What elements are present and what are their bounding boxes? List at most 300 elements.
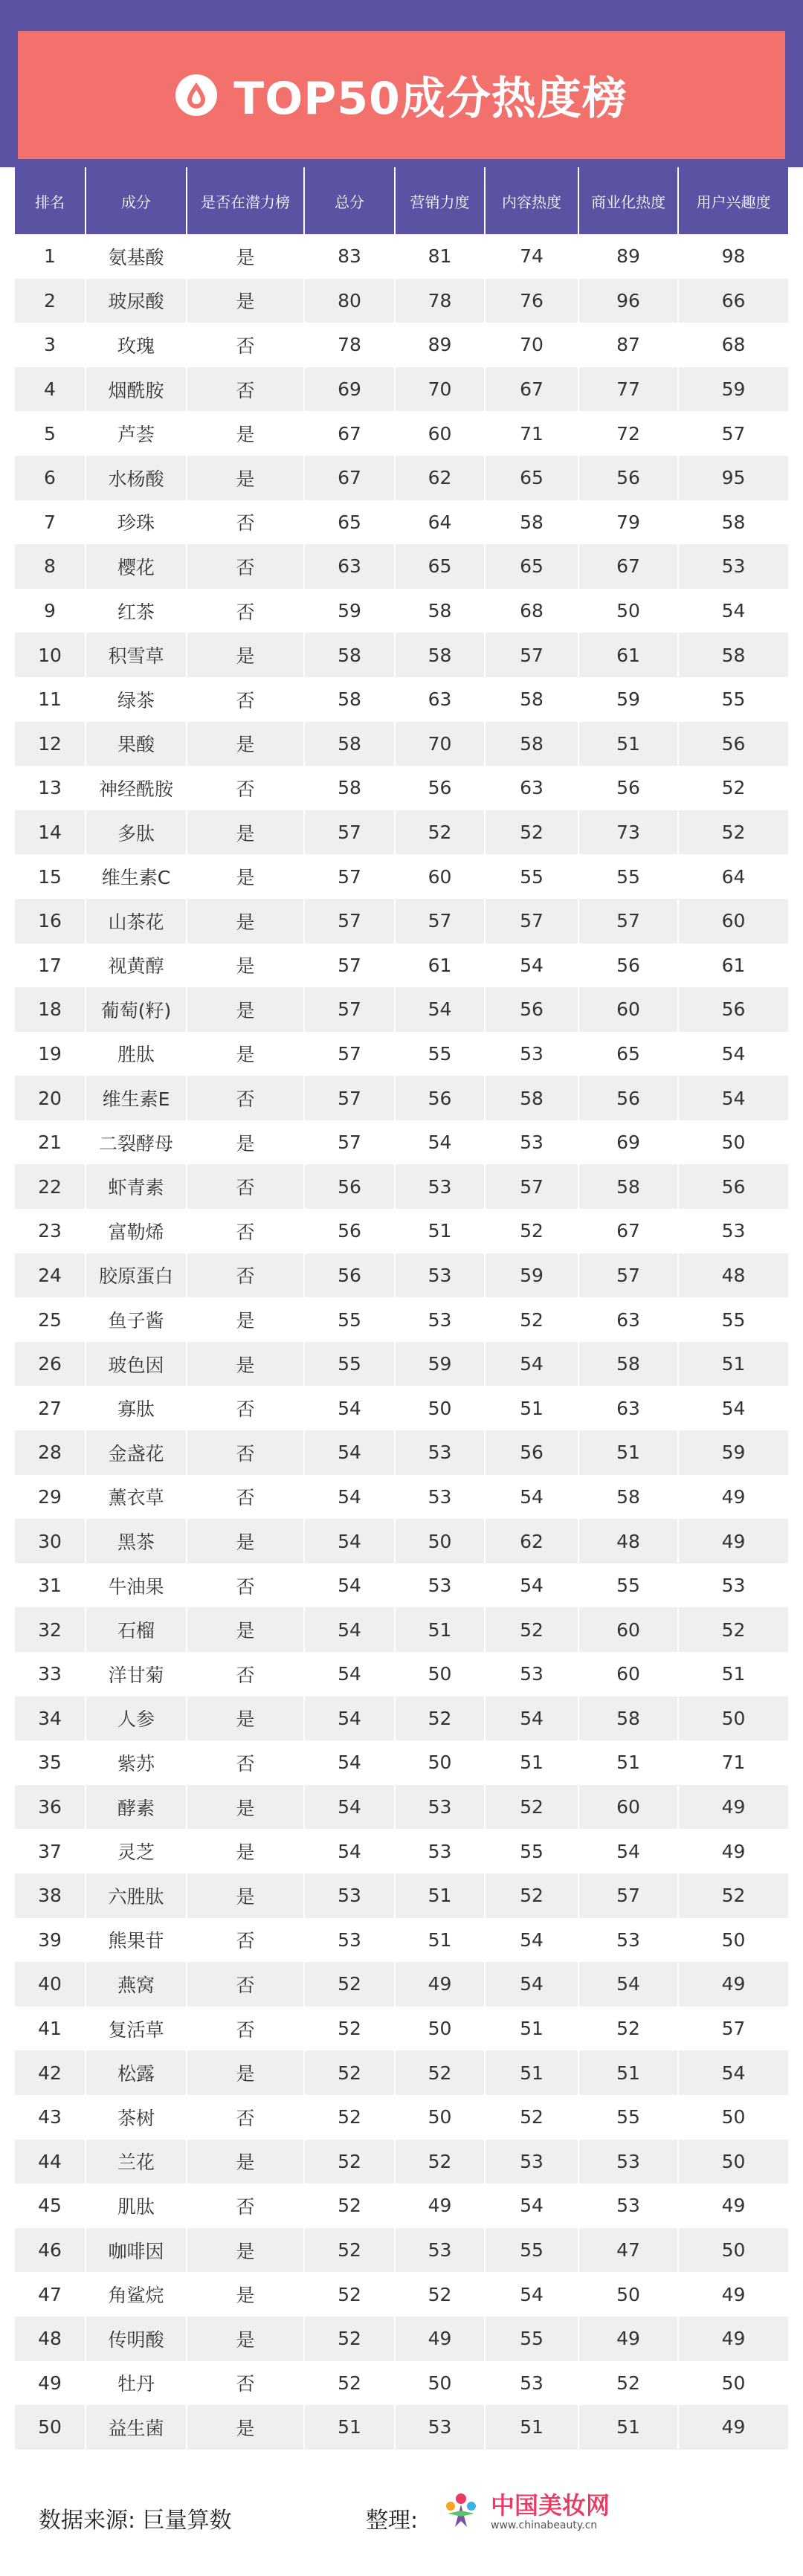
table-row [15, 1740, 788, 1785]
table-row [15, 1164, 788, 1209]
table-cell: 53 [395, 1475, 485, 1520]
table-cell: 49 [678, 2317, 788, 2361]
table-cell: 56 [578, 456, 678, 500]
table-cell: 20 [15, 1076, 86, 1120]
table-cell: 51 [578, 722, 678, 766]
table-cell: 56 [304, 1209, 395, 1253]
table-cell: 54 [678, 1386, 788, 1430]
table-cell: 57 [304, 1076, 395, 1120]
table-cell: 50 [678, 2228, 788, 2273]
table-cell: 是 [187, 722, 304, 766]
table-row [15, 2228, 788, 2273]
table-cell: 否 [187, 1253, 304, 1298]
table-cell: 55 [395, 1032, 485, 1076]
table-cell: 53 [395, 1297, 485, 1342]
table-cell: 42 [15, 2050, 86, 2095]
table-cell: 54 [485, 1962, 578, 2007]
table-cell: 51 [304, 2405, 395, 2450]
table-cell: 绿茶 [86, 677, 187, 722]
table-row [15, 1386, 788, 1430]
table-row [15, 279, 788, 323]
table-cell: 56 [485, 1430, 578, 1475]
table-cell: 79 [578, 500, 678, 545]
table-cell: 金盏花 [86, 1430, 187, 1475]
table-cell: 65 [485, 456, 578, 500]
table-cell: 否 [187, 1164, 304, 1209]
table-cell: 50 [678, 2095, 788, 2140]
table-cell: 否 [187, 1475, 304, 1520]
table-cell: 78 [395, 279, 485, 323]
data-source-text: 数据来源: 巨量算数 [39, 2508, 232, 2534]
table-cell: 红茶 [86, 589, 187, 633]
table-cell: 58 [395, 589, 485, 633]
table-row [15, 1342, 788, 1387]
table-cell: 53 [578, 1918, 678, 1963]
table-cell: 54 [485, 1563, 578, 1608]
table-row [15, 1076, 788, 1120]
table-cell: 53 [485, 2361, 578, 2406]
table-cell: 60 [578, 1607, 678, 1652]
table-cell: 否 [187, 589, 304, 633]
table-cell: 58 [678, 633, 788, 677]
table-cell: 维生素C [86, 854, 187, 899]
table-cell: 53 [578, 2140, 678, 2184]
table-cell: 18 [15, 987, 86, 1032]
table-cell: 54 [304, 1697, 395, 1741]
table-cell: 9 [15, 589, 86, 633]
table-row [15, 1697, 788, 1741]
table-row [15, 987, 788, 1032]
table-row [15, 500, 788, 545]
table-cell: 49 [395, 2317, 485, 2361]
table-cell: 咖啡因 [86, 2228, 187, 2273]
table-cell: 是 [187, 2405, 304, 2450]
table-cell: 67 [578, 1209, 678, 1253]
table-cell: 72 [578, 411, 678, 456]
table-row [15, 2140, 788, 2184]
table-cell: 52 [485, 1297, 578, 1342]
table-cell: 63 [578, 1297, 678, 1342]
table-cell: 29 [15, 1475, 86, 1520]
table-cell: 63 [485, 766, 578, 810]
table-cell: 78 [304, 323, 395, 367]
table-row [15, 1519, 788, 1563]
table-cell: 52 [578, 2007, 678, 2051]
table-cell: 54 [304, 1785, 395, 1830]
table-cell: 51 [678, 1342, 788, 1387]
table-cell: 14 [15, 810, 86, 855]
table-row [15, 2050, 788, 2095]
table-cell: 68 [678, 323, 788, 367]
table-cell: 否 [187, 1740, 304, 1785]
table-cell: 52 [304, 2228, 395, 2273]
table-cell: 49 [678, 1962, 788, 2007]
table-cell: 87 [578, 323, 678, 367]
table-cell: 否 [187, 2095, 304, 2140]
table-cell: 是 [187, 279, 304, 323]
table-row [15, 1297, 788, 1342]
table-row [15, 1430, 788, 1475]
table-cell: 49 [395, 1962, 485, 2007]
table-cell: 28 [15, 1430, 86, 1475]
table-cell: 55 [678, 1297, 788, 1342]
table-cell: 50 [395, 1740, 485, 1785]
table-cell: 3 [15, 323, 86, 367]
table-cell: 57 [485, 899, 578, 943]
table-cell: 39 [15, 1918, 86, 1963]
table-cell: 人参 [86, 1697, 187, 1741]
table-row [15, 2361, 788, 2406]
table-cell: 60 [395, 411, 485, 456]
table-cell: 多肽 [86, 810, 187, 855]
table-cell: 是 [187, 411, 304, 456]
table-cell: 是 [187, 810, 304, 855]
table-cell: 38 [15, 1873, 86, 1918]
table-cell: 48 [578, 1519, 678, 1563]
table-cell: 牡丹 [86, 2361, 187, 2406]
table-cell: 50 [395, 2095, 485, 2140]
table-cell: 53 [395, 1164, 485, 1209]
table-row [15, 2007, 788, 2051]
table-cell: 57 [304, 943, 395, 988]
table-cell: 52 [304, 2095, 395, 2140]
table-row [15, 1652, 788, 1697]
table-row [15, 1475, 788, 1520]
table-cell: 33 [15, 1652, 86, 1697]
table-cell: 58 [304, 677, 395, 722]
table-cell: 葡萄(籽) [86, 987, 187, 1032]
table-cell: 二裂酵母 [86, 1120, 187, 1165]
table-cell: 是 [187, 2050, 304, 2095]
table-cell: 54 [304, 1829, 395, 1873]
table-row [15, 1829, 788, 1873]
table-cell: 53 [304, 1873, 395, 1918]
table-cell: 烟酰胺 [86, 367, 187, 412]
table-cell: 51 [395, 1873, 485, 1918]
table-row [15, 589, 788, 633]
table-cell: 是 [187, 2140, 304, 2184]
table-cell: 是 [187, 1342, 304, 1387]
table-cell: 58 [578, 1342, 678, 1387]
table-cell: 50 [678, 1918, 788, 1963]
table-cell: 73 [578, 810, 678, 855]
table-cell: 芦荟 [86, 411, 187, 456]
table-row [15, 1785, 788, 1830]
table-cell: 53 [485, 1652, 578, 1697]
table-cell: 52 [485, 1873, 578, 1918]
table-cell: 49 [678, 2272, 788, 2317]
table-cell: 30 [15, 1519, 86, 1563]
table-cell: 67 [304, 456, 395, 500]
column-header: 用户兴趣度 [678, 167, 788, 234]
table-cell: 48 [15, 2317, 86, 2361]
table-cell: 角鲨烷 [86, 2272, 187, 2317]
table-row [15, 810, 788, 855]
table-cell: 否 [187, 2007, 304, 2051]
table-cell: 7 [15, 500, 86, 545]
table-cell: 富勒烯 [86, 1209, 187, 1253]
table-cell: 55 [485, 2317, 578, 2361]
title-banner [18, 31, 785, 159]
table-cell: 52 [678, 810, 788, 855]
table-cell: 维生素E [86, 1076, 187, 1120]
table-row [15, 1253, 788, 1298]
table-cell: 是 [187, 2317, 304, 2361]
table-cell: 24 [15, 1253, 86, 1298]
table-cell: 52 [485, 2095, 578, 2140]
table-cell: 60 [578, 1785, 678, 1830]
table-cell: 45 [15, 2183, 86, 2228]
table-cell: 61 [395, 943, 485, 988]
table-cell: 51 [485, 2405, 578, 2450]
table-cell: 77 [578, 367, 678, 412]
table-cell: 53 [678, 544, 788, 589]
column-header: 是否在潜力榜 [187, 167, 304, 234]
table-cell: 47 [15, 2272, 86, 2317]
table-cell: 56 [678, 722, 788, 766]
table-cell: 是 [187, 456, 304, 500]
table-row [15, 1607, 788, 1652]
table-cell: 54 [304, 1430, 395, 1475]
table-cell: 58 [578, 1164, 678, 1209]
table-cell: 否 [187, 1918, 304, 1963]
table-cell: 58 [578, 1475, 678, 1520]
table-cell: 50 [15, 2405, 86, 2450]
table-cell: 57 [304, 1120, 395, 1165]
column-header: 成分 [86, 167, 187, 234]
table-cell: 56 [395, 766, 485, 810]
brand-url: www.chinabeauty.cn [491, 2519, 598, 2531]
table-cell: 52 [485, 810, 578, 855]
table-cell: 70 [395, 722, 485, 766]
table-row [15, 2317, 788, 2361]
table-row [15, 1209, 788, 1253]
table-cell: 否 [187, 323, 304, 367]
table-cell: 55 [485, 854, 578, 899]
table-cell: 58 [395, 633, 485, 677]
table-row [15, 2405, 788, 2450]
table-cell: 茶树 [86, 2095, 187, 2140]
table-cell: 56 [578, 766, 678, 810]
table-cell: 55 [485, 1829, 578, 1873]
table-cell: 50 [678, 1697, 788, 1741]
table-cell: 否 [187, 1076, 304, 1120]
table-cell: 71 [678, 1740, 788, 1785]
table-cell: 64 [678, 854, 788, 899]
table-cell: 兰花 [86, 2140, 187, 2184]
table-cell: 是 [187, 987, 304, 1032]
table-cell: 54 [678, 1076, 788, 1120]
table-cell: 57 [578, 899, 678, 943]
table-cell: 果酸 [86, 722, 187, 766]
table-cell: 55 [304, 1297, 395, 1342]
table-cell: 44 [15, 2140, 86, 2184]
table-cell: 51 [395, 1918, 485, 1963]
table-cell: 70 [395, 367, 485, 412]
table-cell: 50 [678, 1120, 788, 1165]
table-cell: 58 [485, 1076, 578, 1120]
table-cell: 89 [395, 323, 485, 367]
table-row [15, 1563, 788, 1608]
table-cell: 54 [304, 1386, 395, 1430]
table-cell: 神经酰胺 [86, 766, 187, 810]
chinabeauty-logo-icon [439, 2488, 483, 2536]
table-cell: 是 [187, 943, 304, 988]
table-cell: 66 [678, 279, 788, 323]
table-cell: 51 [578, 2405, 678, 2450]
table-row [15, 1032, 788, 1076]
table-cell: 否 [187, 2183, 304, 2228]
table-cell: 玻色因 [86, 1342, 187, 1387]
table-cell: 54 [304, 1607, 395, 1652]
table-cell: 珍珠 [86, 500, 187, 545]
table-cell: 21 [15, 1120, 86, 1165]
table-header-row [15, 167, 788, 234]
table-cell: 57 [485, 633, 578, 677]
table-row [15, 2095, 788, 2140]
table-cell: 樱花 [86, 544, 187, 589]
table-cell: 氨基酸 [86, 234, 187, 279]
table-cell: 薰衣草 [86, 1475, 187, 1520]
table-cell: 复活草 [86, 2007, 187, 2051]
table-row [15, 2183, 788, 2228]
table-cell: 52 [304, 2007, 395, 2051]
table-cell: 玻尿酸 [86, 279, 187, 323]
table-cell: 55 [578, 2095, 678, 2140]
table-row [15, 1918, 788, 1963]
table-cell: 52 [304, 2050, 395, 2095]
table-cell: 56 [485, 987, 578, 1032]
table-cell: 57 [304, 1032, 395, 1076]
table-cell: 58 [485, 722, 578, 766]
table-row [15, 367, 788, 412]
table-cell: 12 [15, 722, 86, 766]
table-cell: 是 [187, 1032, 304, 1076]
table-cell: 36 [15, 1785, 86, 1830]
table-cell: 燕窝 [86, 1962, 187, 2007]
table-cell: 61 [578, 633, 678, 677]
table-cell: 积雪草 [86, 633, 187, 677]
table-cell: 是 [187, 854, 304, 899]
table-cell: 54 [485, 2272, 578, 2317]
table-cell: 80 [304, 279, 395, 323]
table-cell: 53 [395, 1430, 485, 1475]
table-cell: 60 [578, 987, 678, 1032]
table-cell: 64 [395, 500, 485, 545]
table-cell: 否 [187, 544, 304, 589]
table-cell: 50 [395, 1386, 485, 1430]
table-cell: 50 [678, 2361, 788, 2406]
column-header: 内容热度 [485, 167, 578, 234]
table-cell: 虾青素 [86, 1164, 187, 1209]
page-title: TOP50成分热度榜 [233, 73, 628, 125]
ranking-table-wrapper [15, 167, 788, 2450]
table-row [15, 456, 788, 500]
table-cell: 50 [678, 2140, 788, 2184]
table-cell: 58 [578, 1697, 678, 1741]
table-cell: 49 [678, 1829, 788, 1873]
table-row [15, 722, 788, 766]
table-cell: 51 [578, 1430, 678, 1475]
table-cell: 53 [395, 1563, 485, 1608]
table-cell: 是 [187, 899, 304, 943]
table-cell: 58 [678, 500, 788, 545]
footer [0, 2472, 803, 2576]
table-cell: 视黄醇 [86, 943, 187, 988]
table-cell: 54 [485, 2183, 578, 2228]
table-cell: 是 [187, 633, 304, 677]
table-cell: 69 [304, 367, 395, 412]
table-cell: 50 [578, 2272, 678, 2317]
table-cell: 57 [678, 2007, 788, 2051]
table-cell: 96 [578, 279, 678, 323]
table-cell: 50 [395, 1652, 485, 1697]
table-cell: 58 [304, 722, 395, 766]
table-cell: 57 [304, 810, 395, 855]
table-cell: 否 [187, 1430, 304, 1475]
table-cell: 52 [678, 1607, 788, 1652]
table-cell: 54 [678, 2050, 788, 2095]
table-cell: 53 [395, 2228, 485, 2273]
table-cell: 否 [187, 2361, 304, 2406]
table-cell: 57 [485, 1164, 578, 1209]
table-cell: 胜肽 [86, 1032, 187, 1076]
table-cell: 48 [678, 1253, 788, 1298]
table-row [15, 854, 788, 899]
table-row [15, 1962, 788, 2007]
ranking-table [15, 167, 788, 2450]
table-cell: 63 [304, 544, 395, 589]
table-cell: 57 [678, 411, 788, 456]
table-cell: 59 [395, 1342, 485, 1387]
table-cell: 57 [578, 1253, 678, 1298]
table-cell: 53 [395, 1785, 485, 1830]
table-row [15, 411, 788, 456]
table-cell: 59 [578, 677, 678, 722]
table-cell: 57 [578, 1873, 678, 1918]
table-cell: 35 [15, 1740, 86, 1785]
table-cell: 52 [578, 2361, 678, 2406]
table-cell: 52 [304, 2140, 395, 2184]
table-cell: 19 [15, 1032, 86, 1076]
table-cell: 53 [395, 2405, 485, 2450]
table-cell: 10 [15, 633, 86, 677]
table-cell: 否 [187, 1563, 304, 1608]
table-cell: 95 [678, 456, 788, 500]
table-cell: 49 [678, 2405, 788, 2450]
table-cell: 62 [395, 456, 485, 500]
table-cell: 51 [678, 1652, 788, 1697]
table-row [15, 1873, 788, 1918]
table-cell: 是 [187, 1873, 304, 1918]
table-cell: 54 [395, 1120, 485, 1165]
table-row [15, 943, 788, 988]
table-cell: 否 [187, 1962, 304, 2007]
table-cell: 37 [15, 1829, 86, 1873]
table-cell: 传明酸 [86, 2317, 187, 2361]
brand-logo [439, 2488, 610, 2536]
table-cell: 52 [304, 2317, 395, 2361]
table-cell: 16 [15, 899, 86, 943]
table-cell: 56 [678, 987, 788, 1032]
table-cell: 54 [395, 987, 485, 1032]
table-row [15, 1120, 788, 1165]
column-header: 营销力度 [395, 167, 485, 234]
table-cell: 山茶花 [86, 899, 187, 943]
table-cell: 53 [304, 1918, 395, 1963]
table-cell: 54 [304, 1652, 395, 1697]
table-cell: 32 [15, 1607, 86, 1652]
